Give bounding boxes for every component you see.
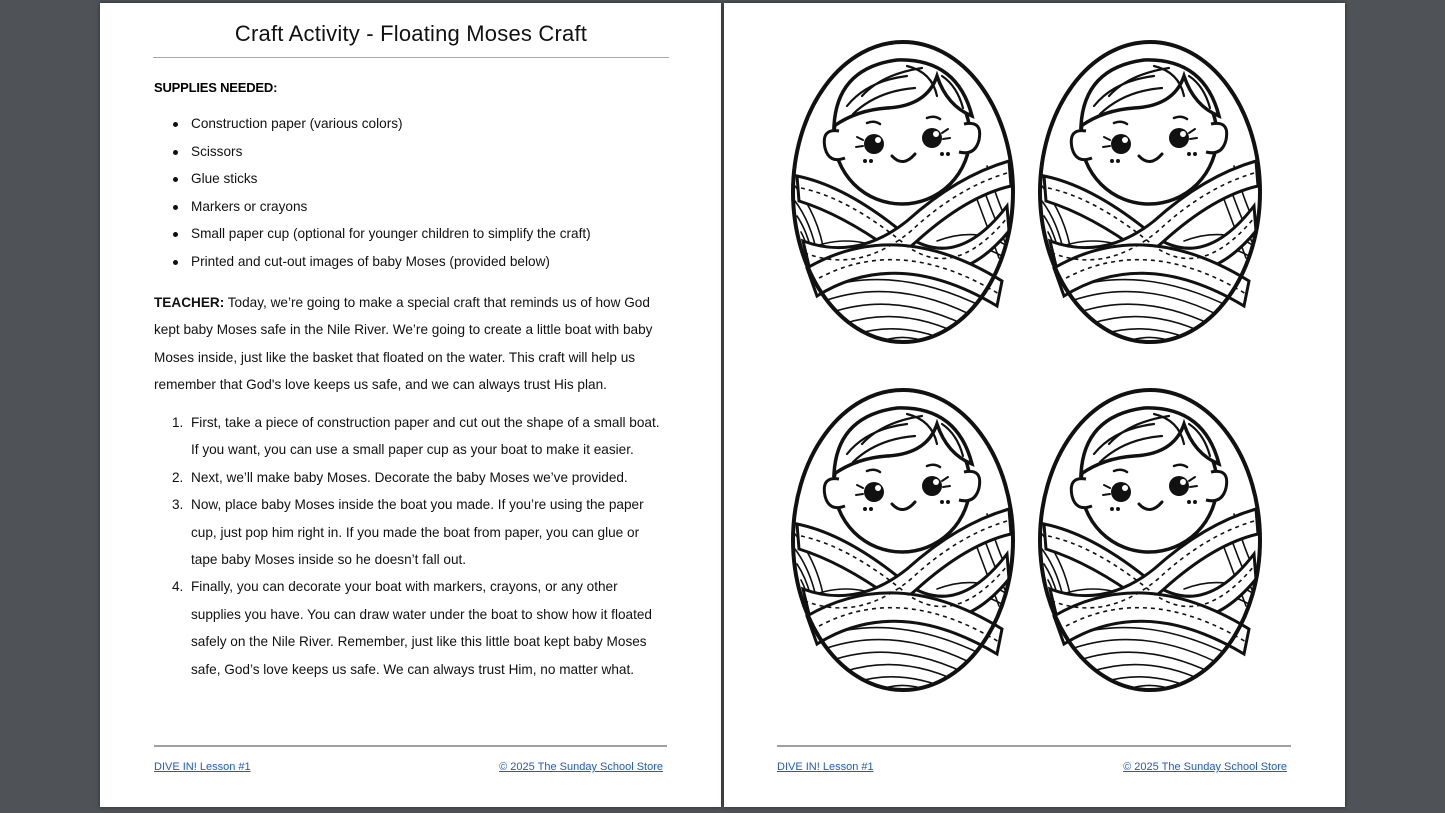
supply-text: Construction paper (various colors) xyxy=(191,116,403,131)
step-number: 3. xyxy=(172,497,184,513)
step-text: First, take a piece of construction paper and cut out the shape of a small boat. If you want, you can use a small paper cup as your boat to make it easier. xyxy=(191,415,660,458)
lesson-link[interactable]: DIVE IN! Lesson #1 xyxy=(154,761,251,773)
baby-moses-illustration xyxy=(787,384,1019,696)
supply-text: Glue sticks xyxy=(191,171,258,186)
step-item xyxy=(154,409,666,464)
supply-item xyxy=(154,114,674,142)
step-text: Next, we’ll make baby Moses. Decorate the baby Moses we’ve provided. xyxy=(191,469,628,485)
lesson-page-left xyxy=(100,3,721,807)
supply-item xyxy=(154,224,674,252)
supply-text: Scissors xyxy=(191,143,243,159)
bullet-icon xyxy=(173,150,178,155)
supply-item xyxy=(154,252,674,280)
step-number: 2. xyxy=(172,469,184,485)
lesson-link[interactable]: DIVE IN! Lesson #1 xyxy=(777,761,874,773)
supply-item xyxy=(154,169,674,197)
supply-text: Markers or crayons xyxy=(191,198,308,214)
supply-text: Printed and cut-out images of baby Moses (provided below) xyxy=(191,253,550,269)
step-item xyxy=(154,464,666,491)
baby-moses-illustration xyxy=(1034,384,1266,696)
footer-divider xyxy=(777,745,1291,747)
supplies-heading: SUPPLIES NEEDED: xyxy=(154,80,278,95)
baby-moses-illustration xyxy=(787,36,1019,348)
teacher-text: Today, we’re going to make a special craft that reminds us of how God kept baby Moses safe in the Nile River. We’re going to create a little boat with baby Moses inside, just like the basket that floated on the water. This craft will help us remember that God's love keeps us safe, and we can always trust His plan. xyxy=(154,295,653,393)
step-text: Now, place baby Moses inside the boat you made. If you’re using the paper cup, just pop him right in. If you made the boat from paper, you can glue or tape baby Moses inside so he doesn’t fall out. xyxy=(191,497,644,568)
step-text: Finally, you can decorate your boat with markers, crayons, or any other supplies you have. You can draw water under the boat to show how it floated safely on the Nile River. Remember, just like this little boat kept baby Moses safe, God’s love keeps us safe. We can always trust Him, no matter what. xyxy=(191,579,652,677)
teacher-paragraph xyxy=(154,289,666,399)
supplies-list xyxy=(154,114,674,279)
step-number: 4. xyxy=(172,579,184,595)
step-item xyxy=(154,491,666,573)
title-divider xyxy=(153,57,669,58)
step-item xyxy=(154,573,666,683)
bullet-icon xyxy=(173,122,178,127)
bullet-icon xyxy=(173,205,178,210)
bullet-icon xyxy=(173,260,178,265)
copyright-link[interactable]: © 2025 The Sunday School Store xyxy=(1123,761,1287,773)
copyright-link[interactable]: © 2025 The Sunday School Store xyxy=(499,761,663,773)
teacher-label: TEACHER: xyxy=(154,295,225,310)
supply-item xyxy=(154,142,674,170)
supply-text: Small paper cup (optional for younger children to simplify the craft) xyxy=(191,226,591,241)
bullet-icon xyxy=(173,232,178,237)
lesson-page-right xyxy=(724,3,1345,807)
bullet-icon xyxy=(173,177,178,182)
page-title: Craft Activity - Floating Moses Craft xyxy=(234,21,588,46)
supply-item xyxy=(154,197,674,225)
baby-moses-illustration xyxy=(1034,36,1266,348)
step-number: 1. xyxy=(172,415,184,430)
steps-list xyxy=(154,409,666,683)
footer-divider xyxy=(154,745,667,747)
